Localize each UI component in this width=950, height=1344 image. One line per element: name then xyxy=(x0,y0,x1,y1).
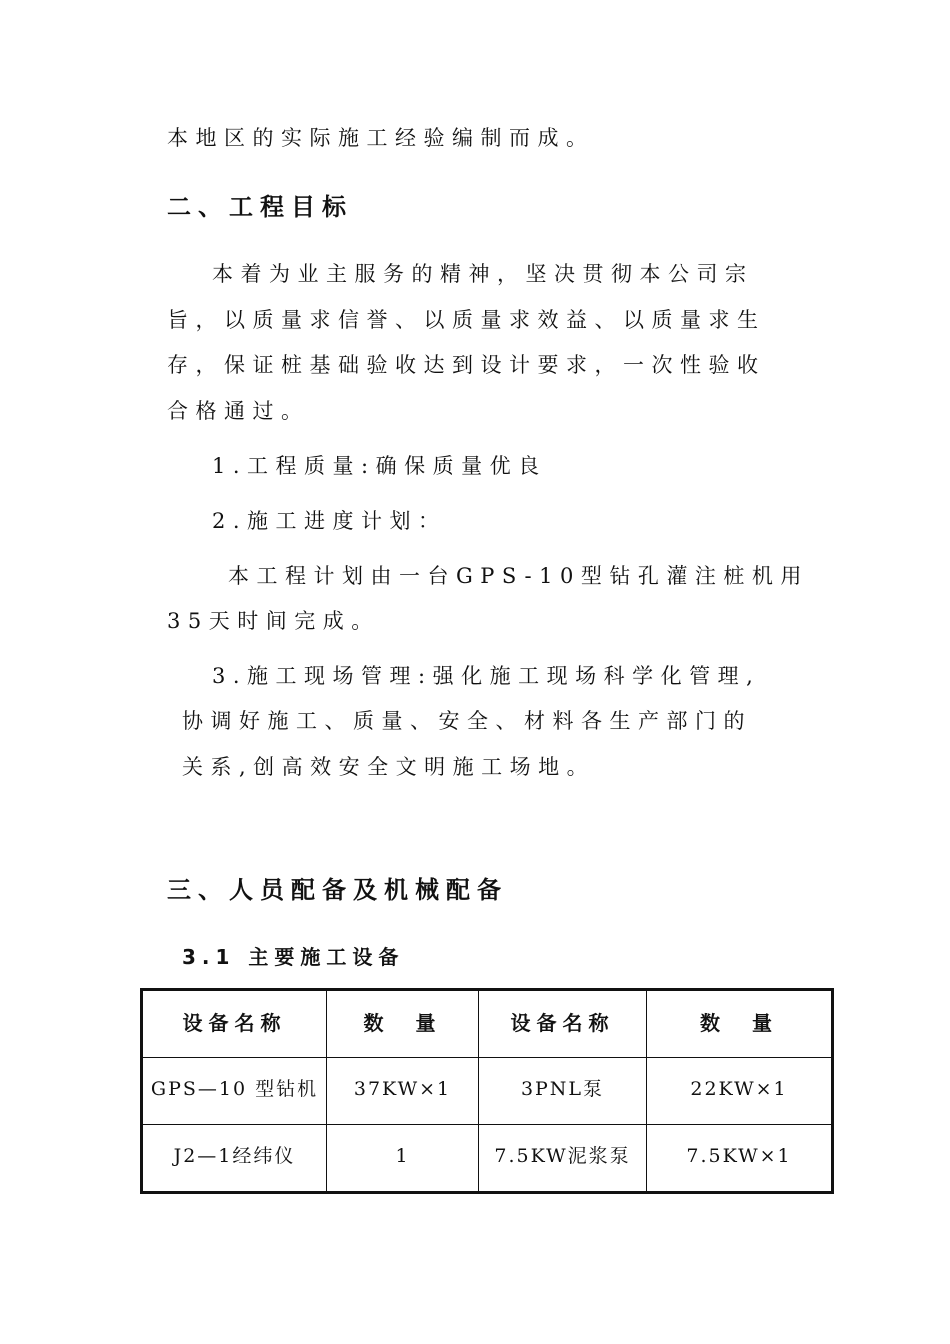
table-header-cell: 设备名称 xyxy=(479,990,647,1058)
equipment-table xyxy=(140,988,834,1194)
table-header-cell: 设备名称 xyxy=(142,990,327,1058)
paragraph-line: 本着为业主服务的精神，坚决贯彻本公司宗 xyxy=(212,262,754,286)
table-cell: GPS—10 型钻机 xyxy=(142,1058,327,1125)
table-cell: 37KW×1 xyxy=(327,1058,479,1125)
paragraph-line: 合格通过。 xyxy=(167,399,310,423)
paragraph-line: 存，保证桩基础验收达到设计要求，一次性验收 xyxy=(167,353,766,377)
paragraph-line: 协调好施工、质量、安全、材料各生产部门的 xyxy=(182,709,752,733)
section-heading-3: 三、人员配备及机械配备 xyxy=(167,876,508,904)
table-cell: 1 xyxy=(327,1125,479,1193)
table-cell: 22KW×1 xyxy=(647,1058,833,1125)
list-item-quality: 1.工程质量:确保质量优良 xyxy=(212,454,547,478)
list-item-schedule: 2.施工进度计划： xyxy=(212,509,447,533)
paragraph-line: 本工程计划由一台GPS-10型钻孔灌注桩机用 xyxy=(228,564,809,588)
table-header-cell: 数 量 xyxy=(327,990,479,1058)
paragraph-line: 35天时间完成。 xyxy=(167,609,380,633)
list-item-site-management: 3.施工现场管理:强化施工现场科学化管理, xyxy=(212,664,761,688)
section-heading-2: 二、工程目标 xyxy=(167,193,353,221)
paragraph-line: 关系,创高效安全文明施工场地。 xyxy=(182,755,596,779)
table-row xyxy=(142,1058,833,1125)
table-cell: 7.5KW泥浆泵 xyxy=(479,1125,647,1193)
table-cell: 7.5KW×1 xyxy=(647,1125,833,1193)
table-cell: J2—1经纬仪 xyxy=(142,1125,327,1193)
table-row xyxy=(142,1125,833,1193)
table-header-cell: 数 量 xyxy=(647,990,833,1058)
paragraph-line: 本地区的实际施工经验编制而成。 xyxy=(167,126,595,150)
subsection-heading: 3.1 主要施工设备 xyxy=(182,945,405,969)
paragraph-line: 旨，以质量求信誉、以质量求效益、以质量求生 xyxy=(167,308,766,332)
table-cell: 3PNL泵 xyxy=(479,1058,647,1125)
